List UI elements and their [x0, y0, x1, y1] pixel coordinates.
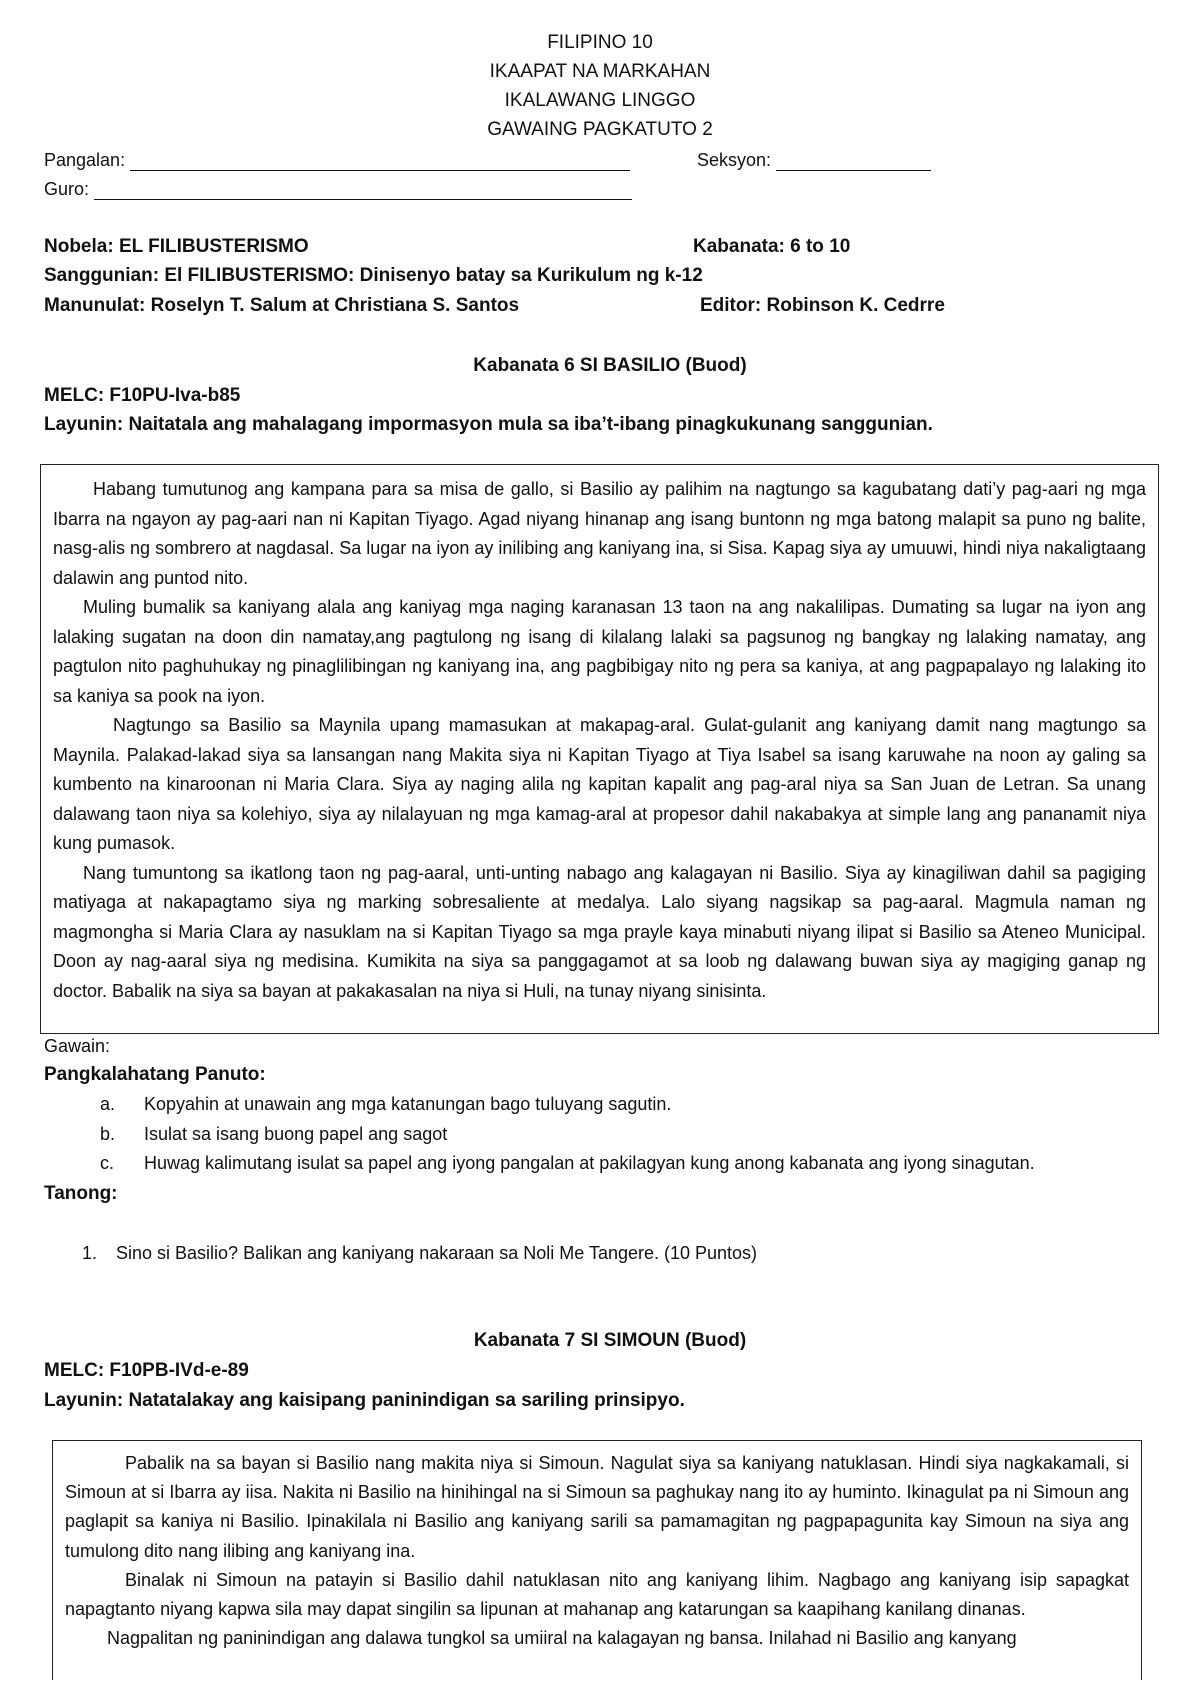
chapter7-objective: Layunin: Natatalakay ang kaisipang paninindigan sa sariling prinsipyo. — [44, 1390, 685, 1411]
chapter6-paragraph: Habang tumutunog ang kampana para sa misa de gallo, si Basilio ay palihim na nagtungo sa kagubatang dati’y pag-aari ng mga Ibarra na ngayon ay pag-aari nan ni Kapitan Tiyago. Agad niyang hinanap ang isang buntonn ng mga batong malapit sa puno ng balite, nasg-alis ng sombrero at nagdasal. Sa lugar na iyon ay inilibing ang kaniyang ina, si Sisa. Kapag siya ay umuuwi, hindi niya nakaligtaang dalawin ang puntod nito. — [53, 479, 1146, 588]
chapter6-summary-box — [40, 464, 1159, 1034]
instruction-item — [100, 1124, 447, 1145]
activity-title: GAWAING PAGKATUTO 2 — [487, 119, 713, 140]
authors-label: Manunulat: Roselyn T. Salum at Christiana S. Santos — [44, 295, 520, 316]
quarter-title: IKAAPAT NA MARKAHAN — [489, 61, 711, 82]
name-field[interactable] — [44, 150, 630, 171]
chapter7-paragraph: Pabalik na sa bayan si Basilio nang makita niya si Simoun. Nagulat siya sa kaniyang natuklasan. Hindi siya nagkakamali, si Simoun at si Ibarra ay iisa. Nakita ni Basilio na hinihingal na si Simoun sa paghukay nang ito ay huminto. Ikinagulat pa ni Simoun ang paglapit sa kaniya ni Basilio. Ipinakilala ni Basilio ang kaniyang sarili sa pamamagitan ng pagpapagunita kay Simoun na siya ang tumulong dito nang ilibing ang kaniyang ina. — [65, 1453, 1129, 1561]
instruction-marker: a. — [100, 1094, 116, 1114]
general-instructions-title: Pangkalahatang Panuto: — [44, 1064, 266, 1085]
week-title: IKALAWANG LINGGO — [504, 90, 696, 111]
chapter7-summary-box — [52, 1440, 1142, 1680]
task-label: Gawain: — [44, 1036, 111, 1056]
section-field[interactable] — [697, 150, 931, 171]
section-blank-line[interactable] — [776, 152, 931, 171]
chapter7-paragraph: Binalak ni Simoun na patayin si Basilio dahil natuklasan nito ang kaniyang lihim. Nagbago ang kaniyang isip sapagkat napagtanto niyang kapwa sila may dapat singilin sa lipunan at mahanap ang katarungan sa kaapihang kanilang dinanas. — [65, 1569, 1129, 1620]
chapter6-paragraph: Muling bumalik sa kaniyang alala ang kaniyag mga naging karanasan 13 taon na ang nakalilipas. Dumating sa lugar na iyon ang lalaking sugatan na doon din namatay,ang pagtulong ng isang di kilalang lalaki sa pagsunog ng bangkay ng lalaking namatay, ang pagtulon nito paghuhukay ng pinaglilibingan ng kaniyang ina, ang pagbibigay nito ng pera sa kaniya, at ang pagpapalayo ng lalaking ito sa kaniya sa pook na iyon. — [53, 597, 1146, 706]
name-label: Pangalan: — [44, 150, 126, 170]
question-item — [82, 1243, 757, 1264]
source-label: Sanggunian: El FILIBUSTERISMO: Dinisenyo batay sa Kurikulum ng k-12 — [44, 265, 703, 286]
instruction-text: Isulat sa isang buong papel ang sagot — [144, 1124, 448, 1144]
chapter6-paragraph: Nagtungo sa Basilio sa Maynila upang mamasukan at makapag-aral. Gulat-gulanit ang kaniyang damit nang magtungo sa Maynila. Palakad-lakad siya sa lansangan nang Makita siya ni Kapitan Tiyago at Tiya Isabel sa isang karuwahe na noon ay galing sa kumbento na kinaroonan ni Maria Clara. Siya ay naging alila ng kapitan kapalit ang pag-aral niya sa San Juan de Letran. Sa unang dalawang taon niya sa kolehiyo, siya ay nilalayuan ng mga kamag-aral at propesor dahil nakabakya at simple lang ang pananamit niya kung pumasok. — [53, 715, 1146, 853]
teacher-label: Guro: — [44, 179, 90, 199]
worksheet-header — [0, 28, 1200, 144]
chapter7-paragraph: Nagpalitan ng paninindigan ang dalawa tungkol sa umiiral na kalagayan ng bansa. Inilahad ni Basilio ang kanyang — [107, 1628, 1017, 1649]
instruction-text: Huwag kalimutang isulat sa papel ang iyong pangalan at pakilagyan kung anong kabanata ang iyong sinagutan. — [144, 1153, 1035, 1173]
question-marker: 1. — [82, 1243, 98, 1263]
instruction-marker: b. — [100, 1124, 116, 1144]
instruction-marker: c. — [100, 1153, 115, 1173]
novel-label: Nobela: EL FILIBUSTERISMO — [44, 236, 309, 257]
editor-label: Editor: Robinson K. Cedrre — [700, 295, 945, 316]
chapter7-title: Kabanata 7 SI SIMOUN (Buod) — [473, 1330, 747, 1351]
section-label: Seksyon: — [697, 150, 772, 170]
teacher-blank-line[interactable] — [94, 181, 632, 200]
chapter6-paragraph: Nang tumuntong sa ikatlong taon ng pag-aaral, unti-unting nabago ang kalagayan ni Basilio. Siya ay kinagiliwan dahil sa pagiging matiyaga at nakapagtamo siya ng marking sobresaliente at medalya. Lalo siyang nagsikap sa pag-aaral. Magmula naman ng magmongha si Maria Clara ay nasuklam na si Kapitan Tiyago sa mga prayle kaya minabuti niyang ilipat si Basilio sa Ateneo Municipal. Doon ay nag-aaral siya ng medisina. Kumikita na siya sa panggagamot at sa loob ng dalawang buwan siya ay magiging ganap ng doctor. Babalik na siya sa bayan at pakakasalan na niya si Huli, na tunay niyang sinisinta. — [53, 862, 1146, 1001]
instruction-item — [100, 1094, 671, 1115]
chapter6-melc: MELC: F10PU-Iva-b85 — [44, 385, 241, 406]
questions-title: Tanong: — [44, 1183, 118, 1204]
chapters-label: Kabanata: 6 to 10 — [693, 236, 851, 257]
question-text: Sino si Basilio? Balikan ang kaniyang nakaraan sa Noli Me Tangere. (10 Puntos) — [116, 1243, 758, 1263]
chapter6-objective: Layunin: Naitatala ang mahalagang impormasyon mula sa iba’t-ibang pinagkukunang sanggunian. — [44, 414, 933, 435]
subject-title: FILIPINO 10 — [547, 32, 653, 53]
name-blank-line[interactable] — [130, 152, 630, 171]
instruction-text: Kopyahin at unawain ang mga katanungan bago tuluyang sagutin. — [144, 1094, 672, 1114]
teacher-field[interactable] — [44, 179, 632, 200]
instruction-item — [100, 1153, 1035, 1174]
chapter6-title: Kabanata 6 SI BASILIO (Buod) — [473, 355, 747, 376]
chapter7-melc: MELC: F10PB-IVd-e-89 — [44, 1360, 249, 1381]
